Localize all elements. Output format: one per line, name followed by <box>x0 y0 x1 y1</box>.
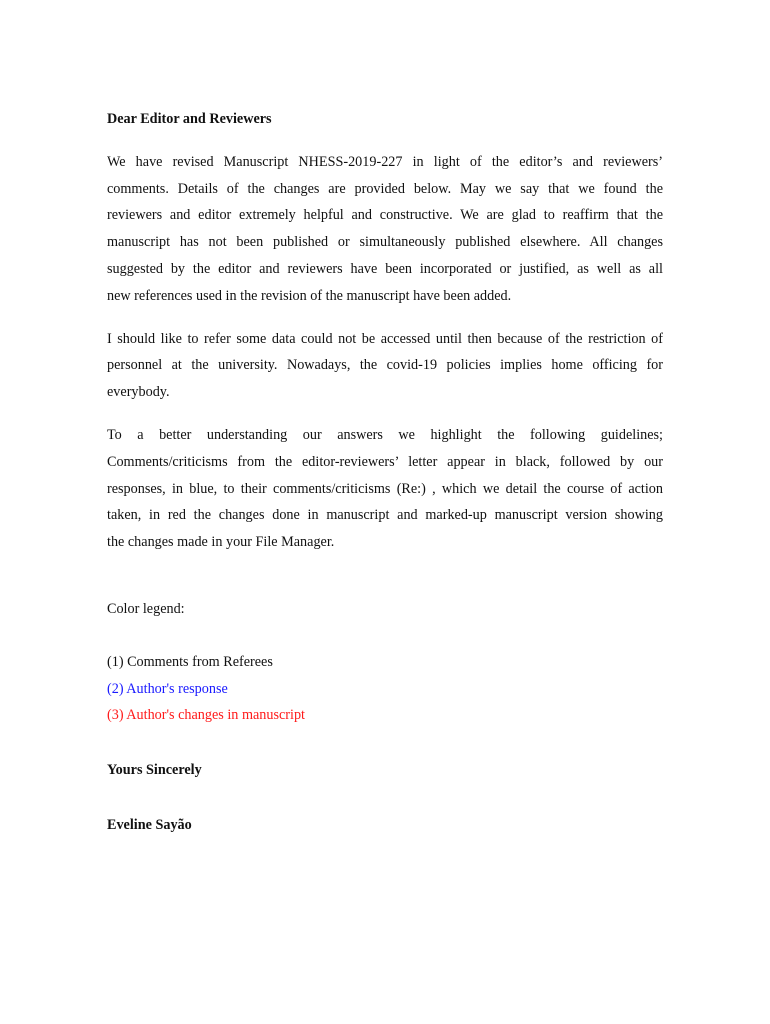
paragraph-revision-summary <box>107 149 663 310</box>
legend-item-referee-comments: (1) Comments from Referees <box>107 653 273 670</box>
paragraph-line: suggested by the editor and reviewers have been incorporated or justified, as well as all <box>107 260 663 277</box>
legend-item-author-response: (2) Author's response <box>107 680 228 697</box>
color-legend-title: Color legend: <box>107 600 185 617</box>
paragraph-line: I should like to refer some data could not be accessed until then because of the restriction of <box>107 330 663 347</box>
letter-body <box>107 106 663 839</box>
paragraph-data-access <box>107 326 663 406</box>
paragraph-line: To a better understanding our answers we highlight the following guidelines; <box>107 426 663 443</box>
paragraph-line: personnel at the university. Nowadays, the covid-19 policies implies home officing for <box>107 357 663 374</box>
paragraph-line: responses, in blue, to their comments/criticisms (Re:) , which we detail the course of action <box>107 480 663 497</box>
paragraph-line: the changes made in your File Manager. <box>107 534 335 551</box>
closing: Yours Sincerely <box>107 762 202 779</box>
paragraph-line: everybody. <box>107 384 170 401</box>
paragraph-line: Comments/criticisms from the editor-reviewers’ letter appear in black, followed by our <box>107 453 663 470</box>
paragraph-line: manuscript has not been published or simultaneously published elsewhere. All changes <box>107 234 663 251</box>
paragraph-guidelines <box>107 422 663 556</box>
signature-name: Eveline Sayão <box>107 816 192 833</box>
paragraph-line: comments. Details of the changes are provided below. May we say that we found the <box>107 180 663 197</box>
salutation: Dear Editor and Reviewers <box>107 111 272 127</box>
color-legend-list <box>107 649 663 729</box>
paragraph-line: We have revised Manuscript NHESS-2019-227 in light of the editor’s and reviewers’ <box>107 153 663 170</box>
legend-item-author-changes: (3) Author's changes in manuscript <box>107 707 305 724</box>
paragraph-line: new references used in the revision of the manuscript have been added. <box>107 287 512 304</box>
paragraph-line: reviewers and editor extremely helpful and constructive. We are glad to reaffirm that the <box>107 207 663 224</box>
paragraph-line: taken, in red the changes done in manuscript and marked-up manuscript version showing <box>107 507 663 524</box>
